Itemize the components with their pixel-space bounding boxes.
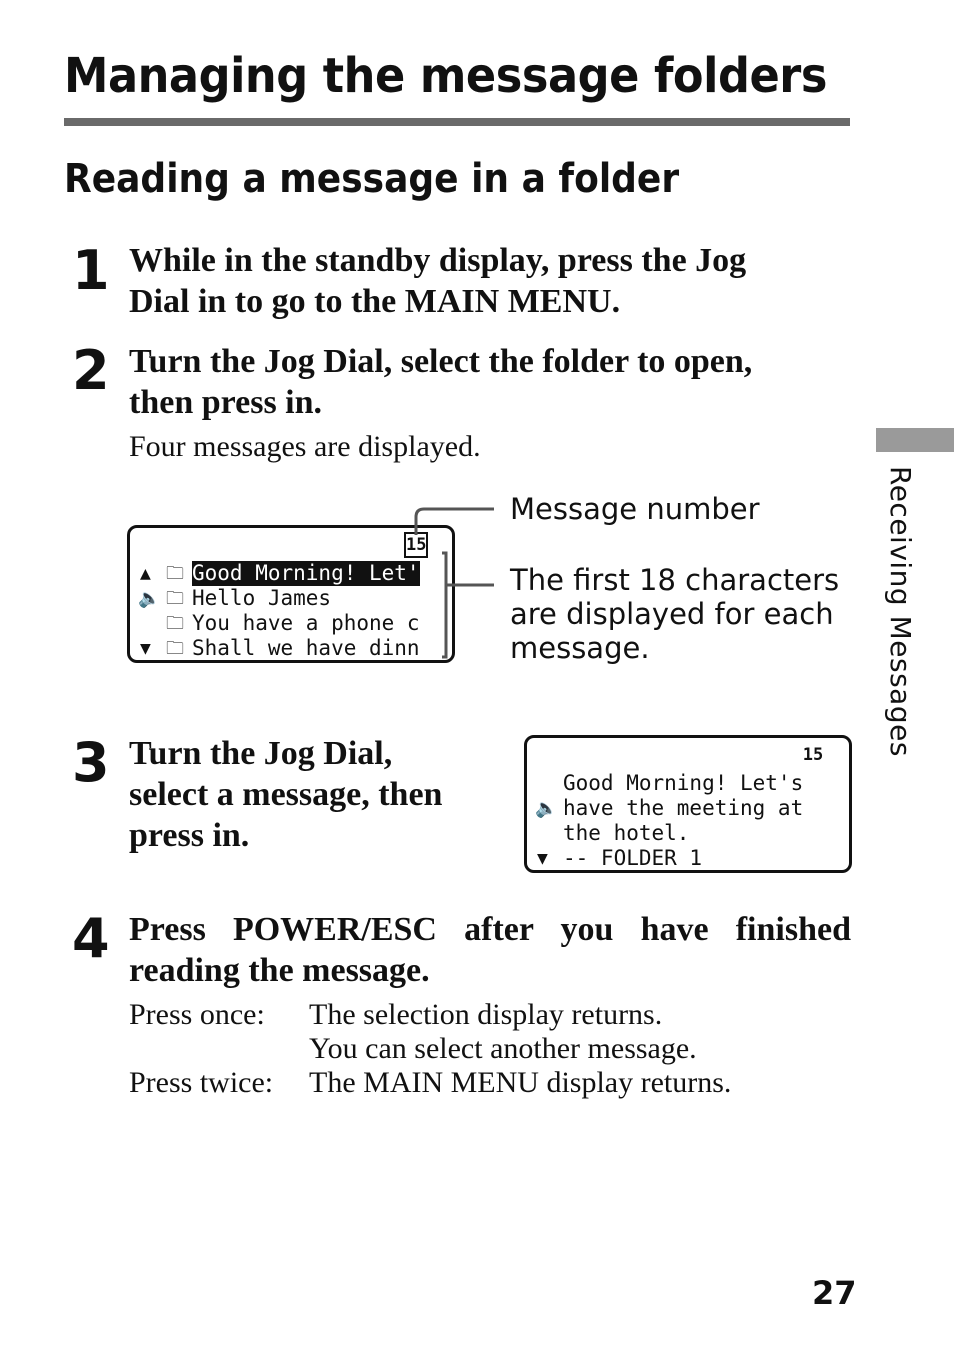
speaker-icon: 🔈 xyxy=(138,588,161,609)
side-tab-bar xyxy=(876,428,954,452)
speaker-icon: 🔈 xyxy=(535,798,558,819)
message-number: 15 xyxy=(802,745,824,765)
message-line-2: have the meeting at xyxy=(563,796,804,820)
step-3-line-2: select a message, then xyxy=(129,776,443,813)
page-number: 27 xyxy=(812,1274,857,1312)
callout-line-1: The first 18 characters xyxy=(510,563,840,597)
up-arrow-icon: ▲ xyxy=(140,563,151,584)
characters-bracket xyxy=(442,553,446,657)
message-line-4: -- FOLDER 1 xyxy=(563,846,703,870)
step-4-number: 4 xyxy=(72,907,110,970)
callout-leaders xyxy=(400,495,500,665)
step-2-note: Four messages are displayed. xyxy=(129,430,481,463)
message-line-3: the hotel. xyxy=(563,821,690,845)
message-row-3: You have a phone c xyxy=(192,611,420,635)
side-tab-label: Receiving Messages xyxy=(884,466,917,757)
step-2-line-2: then press in. xyxy=(129,384,323,421)
page-title: Managing the message folders xyxy=(64,48,827,104)
message-row-2: Hello James xyxy=(192,586,332,610)
message-number-box: 15 xyxy=(404,532,428,558)
step-1-line-2: Dial in to go to the MAIN MENU. xyxy=(129,283,621,320)
folder-icon: 🗀 xyxy=(166,638,184,659)
press-twice-result: The MAIN MENU display returns. xyxy=(309,1066,732,1099)
press-once-result xyxy=(309,998,697,1066)
section-title: Reading a message in a folder xyxy=(64,156,680,202)
step-1-number: 1 xyxy=(72,239,110,302)
folder-icon: 🗀 xyxy=(166,563,184,584)
step-3-text xyxy=(129,733,442,856)
step-2-line-1: Turn the Jog Dial, select the folder to open, xyxy=(129,343,753,380)
step-1-text xyxy=(129,240,746,322)
step-2-number: 2 xyxy=(72,339,110,402)
press-once-label: Press once: xyxy=(129,998,265,1031)
message-row-1: Good Morning! Let' xyxy=(192,561,420,585)
folder-icon: 🗀 xyxy=(166,613,184,634)
step-3-line-1: Turn the Jog Dial, xyxy=(129,735,393,772)
message-number-leader xyxy=(416,509,494,535)
step-3-number: 3 xyxy=(72,731,110,794)
press-twice-label: Press twice: xyxy=(129,1066,274,1099)
callout-first-characters xyxy=(510,563,839,665)
step-4-line-1: Press POWER/ESC after you have finished xyxy=(129,911,851,948)
press-once-line-2: You can select another message. xyxy=(309,1032,697,1065)
down-arrow-icon: ▼ xyxy=(140,638,151,659)
callout-line-2: are displayed for each xyxy=(510,597,834,631)
callout-message-number: Message number xyxy=(510,492,760,526)
message-row-4: Shall we have dinn xyxy=(192,636,420,660)
folder-icon: 🗀 xyxy=(166,588,184,609)
step-4-line-2: reading the message. xyxy=(129,952,430,989)
press-once-line-1: The selection display returns. xyxy=(309,998,663,1031)
step-3-line-3: press in. xyxy=(129,817,250,854)
message-display xyxy=(524,735,852,873)
step-1-line-1: While in the standby display, press the Jog xyxy=(129,242,747,279)
title-rule xyxy=(64,118,850,126)
down-arrow-icon: ▼ xyxy=(537,848,548,869)
callout-line-3: message. xyxy=(510,631,650,665)
step-4-text xyxy=(129,909,851,991)
message-line-1: Good Morning! Let's xyxy=(563,771,804,795)
step-2-text xyxy=(129,341,752,423)
